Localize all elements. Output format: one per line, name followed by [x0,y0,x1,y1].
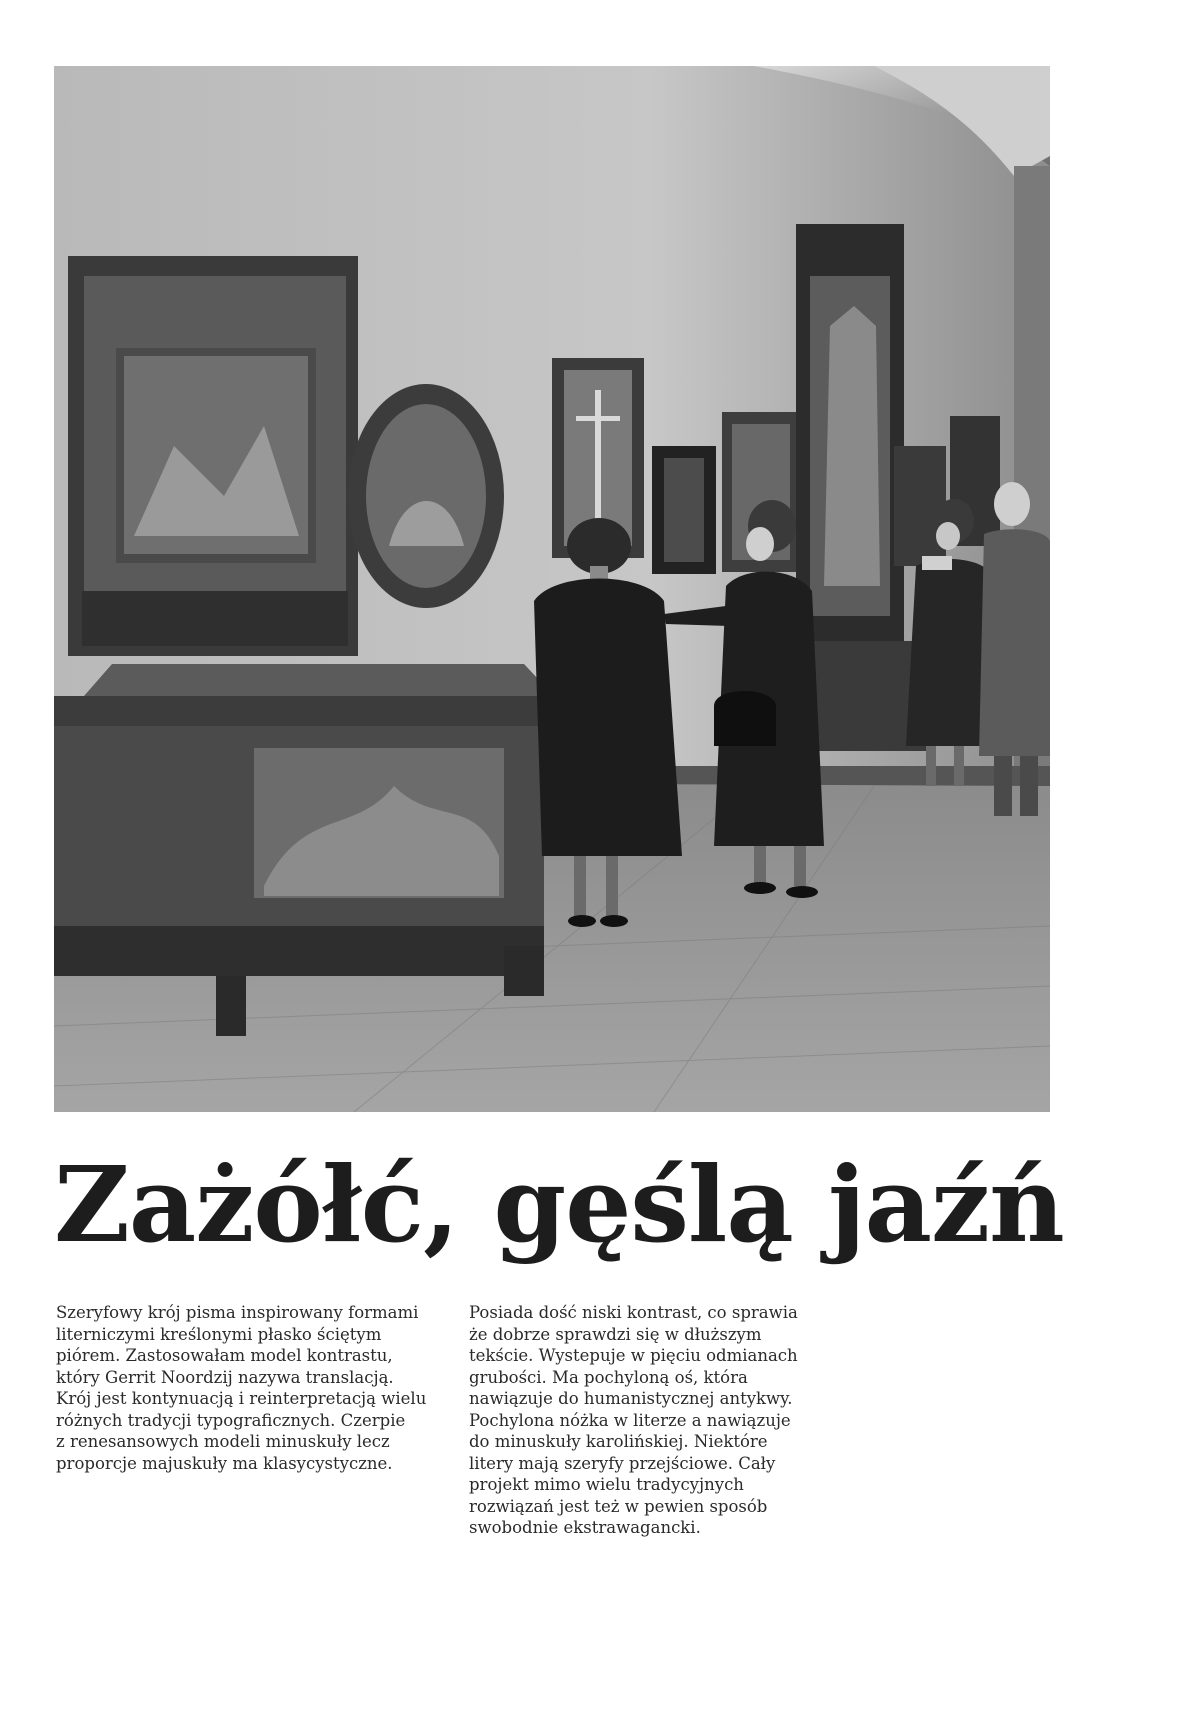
gallery-photo [54,66,1050,1112]
body-text-line: tekście. Wystepuje w pięciu odmianach [469,1346,798,1365]
body-text-line: proporcje majuskuły ma klasycystyczne. [56,1453,393,1473]
body-text-line: swobodnie ekstrawagancki. [469,1518,701,1537]
body-text-line: litery mają szeryfy przejściowe. Cały [469,1453,776,1473]
headline: Zażółć, gęślą jaźń [54,1143,1064,1266]
body-text-line: że dobrze sprawdzi się w dłuższym [469,1324,762,1344]
body-text-right-column [469,1302,839,1539]
body-text-line: który Gerrit Noordzij nazywa translacją. [56,1367,394,1387]
body-text-line: do minuskuły karolińskiej. Niektóre [469,1432,768,1451]
body-text-line: nawiązuje do humanistycznej antykwy. [469,1389,793,1408]
body-text-line: z renesansowych modeli minuskuły lecz [56,1432,390,1451]
body-text-left-column [56,1302,426,1474]
gallery-photo-illustration [54,66,1050,1112]
body-text-line: literniczymi kreślonymi płasko ściętym [56,1324,382,1344]
body-text-line: Posiada dość niski kontrast, co sprawia [469,1303,798,1322]
body-text-line: piórem. Zastosowałam model kontrastu, [56,1346,393,1365]
body-text-line: Krój jest kontynuacją i reinterpretacją wielu [56,1389,427,1408]
body-text-line: różnych tradycji typograficznych. Czerpie [56,1410,406,1430]
body-text-line: rozwiązań jest też w pewien sposób [469,1496,768,1516]
body-text-line: Pochylona nóżka w literze a nawiązuje [469,1410,791,1430]
body-text-line: projekt mimo wielu tradycyjnych [469,1475,744,1494]
body-text-line: Szeryfowy krój pisma inspirowany formami [56,1303,419,1322]
body-text-line: grubości. Ma pochyloną oś, która [469,1367,748,1387]
